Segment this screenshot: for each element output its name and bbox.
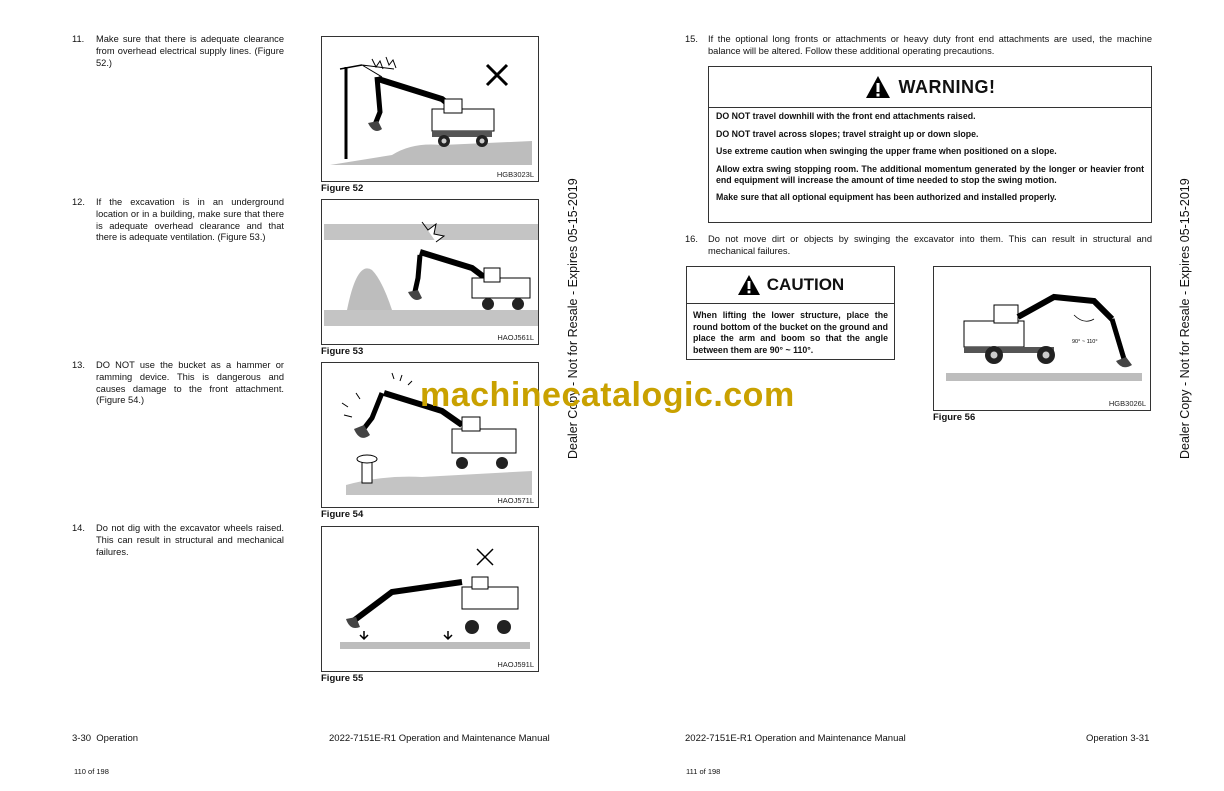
figure-56-image	[933, 266, 1151, 411]
caution-header	[687, 267, 894, 304]
item-number: 12.	[72, 197, 85, 207]
warning-lines	[709, 108, 1151, 203]
side-text-right: Dealer Copy - Not for Resale - Expires 05-15-2019	[1178, 178, 1192, 459]
footer-left-page-number: 3-30 Operation	[72, 733, 139, 744]
warning-line: DO NOT travel downhill with the front end attachments raised.	[716, 111, 976, 121]
footer-right-manual-title: 2022-7151E-R1 Operation and Maintenance Manual	[685, 733, 906, 744]
item-text: Do not dig with the excavator wheels raised. This can result in structural and mechanical failures.	[96, 523, 284, 557]
item-number: 13.	[72, 360, 85, 370]
footer-right-page-number: Operation 3-31	[1086, 733, 1150, 744]
figure-55-label: Figure 55	[321, 673, 364, 684]
page-count-right: 111 of 198	[686, 767, 721, 776]
item-text: If the optional long fronts or attachments or heavy duty front end attachments are used, the machine balance will be altered. Follow these additional operating precautions.	[708, 34, 1152, 56]
warning-line: Use extreme caution when swinging the upper frame when positioned on a slope.	[716, 146, 1057, 156]
figure-53-label: Figure 53	[321, 346, 364, 357]
warning-box	[708, 66, 1152, 223]
item-number: 15.	[685, 34, 698, 44]
figure-54-label: Figure 54	[321, 509, 364, 520]
caution-triangle-icon	[737, 274, 761, 296]
warning-line: Make sure that all optional equipment has been authorized and installed properly.	[716, 192, 1057, 202]
figure-code: HAOJ591L	[497, 660, 534, 669]
item-text: Do not move dirt or objects by swinging the excavator into them. This can result in structural and mechanical failures.	[708, 234, 1152, 256]
warning-title: WARNING!	[898, 76, 996, 97]
item-text: If the excavation is in an underground location or in a building, make sure that there is adequate overhead clearance and that there is adequate ventilation. (Figure 53.)	[96, 197, 284, 243]
item-text: DO NOT use the bucket as a hammer or ramming device. This is dangerous and causes damage to the front attachment. (Figure 54.)	[96, 360, 284, 406]
figure-code: HAOJ561L	[497, 333, 534, 342]
figure-code: HGB3023L	[496, 170, 534, 179]
warning-triangle-icon	[865, 75, 891, 99]
warning-line: DO NOT travel across slopes; travel straight up or down slope.	[716, 128, 979, 139]
watermark: machinecatalogic.com	[420, 376, 795, 414]
caution-box	[686, 266, 895, 360]
figure-52-image	[321, 36, 539, 182]
figure-code: HGB3026L	[1108, 399, 1146, 408]
figure-56-angle-text: 90° ~ 110°	[1072, 339, 1098, 345]
item-number: 11.	[72, 34, 85, 44]
page-count-left: 110 of 198	[74, 767, 109, 776]
warning-header	[709, 67, 1151, 108]
figure-53-image	[321, 199, 539, 345]
figure-55-image	[321, 526, 539, 672]
caution-text: When lifting the lower structure, place the round bottom of the bucket on the ground and place the arm and boom so that the angle between them are 90° ~ 110°.	[693, 310, 888, 355]
caution-title: CAUTION	[766, 275, 845, 294]
footer-left-manual-title: 2022-7151E-R1 Operation and Maintenance Manual	[329, 733, 550, 744]
figure-52-label: Figure 52	[321, 183, 364, 194]
item-number: 16.	[685, 234, 698, 244]
figure-code: HAOJ571L	[497, 496, 534, 505]
side-text-middle: Dealer Copy - Not for Resale - Expires 05-15-2019	[566, 178, 580, 459]
warning-line: Allow extra swing stopping room. The additional momentum generated by the longer or heavier front end equipment will increase the amount of time needed to stop the swing motion.	[716, 163, 1144, 185]
figure-56-label: Figure 56	[933, 412, 976, 423]
item-text: Make sure that there is adequate clearance from overhead electrical supply lines. (Figure 52.)	[96, 34, 284, 68]
item-number: 14.	[72, 523, 85, 533]
